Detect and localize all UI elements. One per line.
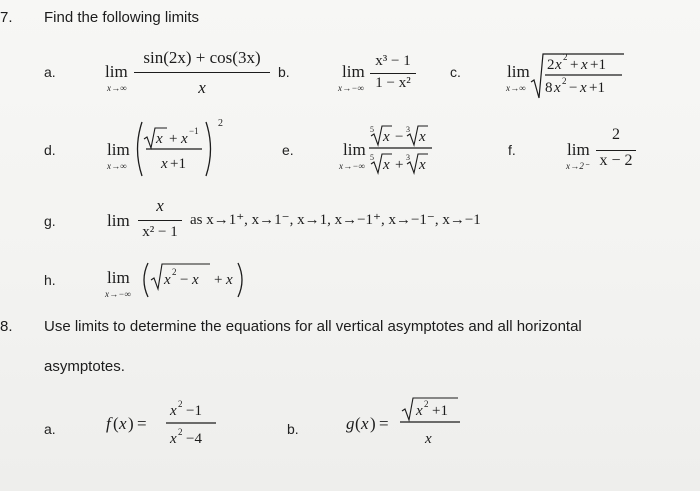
expression-sign: x: [383, 129, 390, 145]
expression-sign: x: [419, 129, 426, 145]
expression-sign: −: [395, 129, 404, 145]
item-label: b.: [278, 64, 290, 80]
problem-8-text: Use limits to determine the equations for all vertical asymptotes and all horizontal: [44, 318, 582, 335]
lim-operator: lim: [343, 140, 366, 159]
fraction-denominator: 1 − x²: [375, 75, 411, 91]
expression-sign: +: [570, 57, 579, 73]
item-label: a.: [44, 64, 56, 80]
problem-7-heading: Find the following limits: [44, 9, 200, 26]
expression-sign: ): [128, 414, 134, 433]
expression-sign: −1: [186, 403, 202, 419]
radical-expression: [138, 258, 268, 302]
left-parenthesis: [144, 263, 148, 297]
expression-sign: 5: [370, 153, 374, 162]
expression-sign: x: [554, 80, 561, 96]
expression-sign: x: [192, 272, 199, 288]
expression-sign: −1: [189, 126, 199, 136]
function-a-expression: [104, 396, 224, 456]
expression-sign: 2: [172, 267, 177, 277]
expression-sign: ): [370, 414, 376, 433]
expression-sign: 2: [218, 118, 223, 129]
item-label: a.: [44, 421, 56, 437]
expression-sign: +1: [170, 156, 186, 172]
problem-7-number: 7.: [0, 9, 13, 26]
squared-fraction: [130, 112, 242, 186]
function-b-expression: [344, 394, 468, 456]
radical-fraction: [530, 46, 630, 106]
expression-sign: x: [383, 157, 390, 173]
problem-8-number: 8.: [0, 318, 13, 335]
expression-sign: +: [214, 272, 223, 288]
expression-sign: g: [346, 414, 355, 433]
lim-approach: x→−∞: [338, 83, 365, 93]
fraction-denominator: x: [198, 78, 206, 97]
item-label: g.: [44, 213, 56, 229]
expression-sign: x: [181, 131, 188, 147]
expression-sign: x: [581, 57, 588, 73]
fraction-bar: [138, 220, 182, 221]
expression-sign: (: [113, 414, 119, 433]
left-parenthesis: [138, 122, 143, 176]
expression-sign: =: [379, 414, 389, 433]
root-fraction: [368, 118, 444, 180]
item-label: e.: [282, 142, 294, 158]
expression-sign: +1: [432, 403, 448, 419]
expression-sign: 2: [424, 399, 429, 409]
lim-operator: lim: [567, 140, 590, 159]
expression-sign: x: [361, 414, 369, 433]
lim-operator: lim: [107, 211, 130, 230]
lim-approach: x→∞: [506, 83, 527, 93]
fraction-bar: [134, 72, 270, 73]
expression-sign: 2: [178, 427, 183, 437]
expression-sign: (: [355, 414, 361, 433]
item-label: h.: [44, 272, 56, 288]
expression-sign: +1: [590, 57, 606, 73]
lim-approach: x→−∞: [339, 161, 366, 171]
fraction-numerator: x³ − 1: [375, 53, 411, 69]
fraction-numerator: 2: [612, 126, 620, 143]
expression-sign: −4: [186, 431, 202, 447]
expression-sign: x: [226, 272, 233, 288]
lim-approach: x→−∞: [105, 289, 132, 299]
radical-sign: [402, 398, 458, 420]
item-label: f.: [508, 142, 516, 158]
expression-sign: x: [164, 272, 171, 288]
expression-sign: 3: [406, 153, 410, 162]
expression-sign: 8: [545, 80, 553, 96]
right-parenthesis: [238, 263, 242, 297]
expression-sign: 2: [562, 76, 567, 86]
expression-sign: −: [180, 272, 189, 288]
expression-sign: 3: [406, 125, 410, 134]
expression-sign: −: [569, 80, 578, 96]
expression-sign: 2: [563, 52, 568, 62]
expression-sign: x: [580, 80, 587, 96]
item-label: c.: [450, 64, 461, 80]
expression-sign: 5: [370, 125, 374, 134]
expression-sign: 2: [547, 57, 555, 73]
lim-operator: lim: [107, 268, 130, 287]
expression-sign: x: [555, 57, 562, 73]
expression-sign: x: [170, 403, 177, 419]
lim-operator: lim: [342, 62, 365, 81]
fraction-bar: [596, 150, 636, 151]
lim-operator: lim: [105, 62, 128, 81]
expression-sign: x: [425, 431, 432, 447]
expression-sign: x: [419, 157, 426, 173]
approach-conditions: as x→1⁺, x→1⁻, x→1, x→−1⁺, x→−1⁻, x→−1: [190, 212, 481, 228]
item-label: d.: [44, 142, 56, 158]
expression-sign: x: [416, 403, 423, 419]
expression-sign: x: [119, 414, 127, 433]
item-label: b.: [287, 421, 299, 437]
expression-sign: =: [137, 414, 147, 433]
expression-sign: f: [106, 414, 111, 433]
expression-sign: 2: [178, 399, 183, 409]
lim-operator: lim: [107, 140, 130, 159]
expression-sign: x: [156, 131, 163, 147]
lim-approach: x→2⁻: [566, 161, 590, 171]
right-parenthesis: [206, 122, 211, 176]
expression-sign: x: [170, 431, 177, 447]
lim-operator: lim: [507, 62, 530, 81]
expression-sign: x: [161, 156, 168, 172]
expression-sign: +: [395, 157, 404, 173]
expression-sign: +: [169, 131, 178, 147]
lim-approach: x→∞: [107, 161, 128, 171]
problem-8-text-continued: asymptotes.: [44, 358, 125, 375]
lim-approach: x→∞: [107, 83, 128, 93]
fraction-numerator: sin(2x) + cos(3x): [143, 48, 261, 67]
fraction-denominator: x² − 1: [142, 224, 178, 240]
fraction-denominator: x − 2: [599, 152, 633, 169]
fraction-numerator: x: [156, 196, 164, 215]
expression-sign: +1: [589, 80, 605, 96]
